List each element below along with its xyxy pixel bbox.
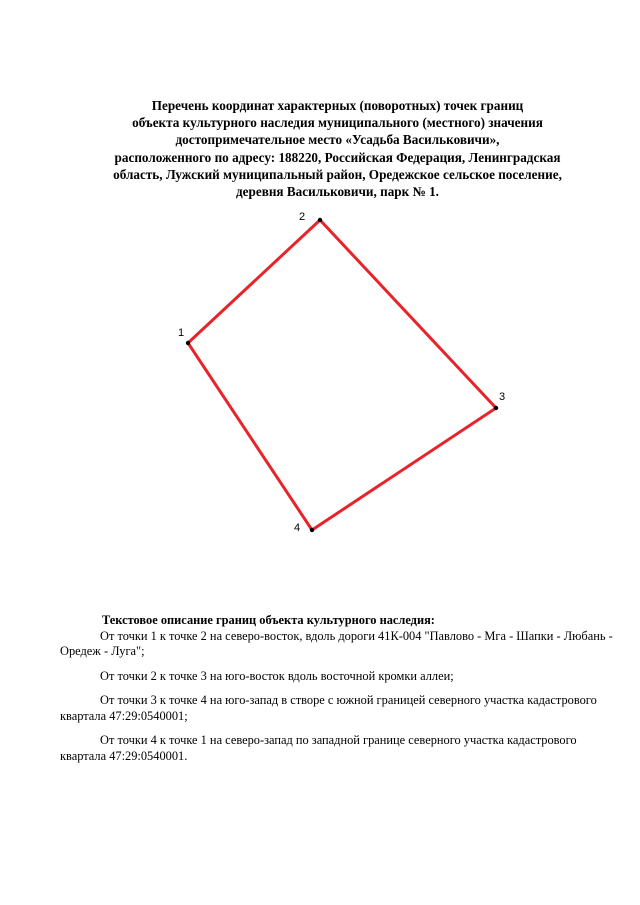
description-paragraph: От точки 3 к точке 4 на юго-запад в створе с южной границей северного участка кадастрового квартала 47:29:0540001;	[60, 693, 597, 723]
boundary-plan	[0, 200, 640, 545]
title-line: объекта культурного наследия муниципального (местного) значения	[132, 115, 543, 131]
title-line: достопримечательное место «Усадьба Васильковичи»,	[175, 132, 500, 148]
title-line: расположенного по адресу: 188220, Российская Федерация, Ленинградская	[114, 149, 561, 165]
description-paragraph: От точки 4 к точке 1 на северо-запад по западной границе северного участка кадастрового квартала 47:29:0540001.	[60, 733, 577, 763]
point-label-3: 3	[499, 391, 506, 403]
boundary-point-4	[310, 528, 314, 532]
point-label-2: 2	[299, 211, 306, 223]
boundary-point-3	[494, 406, 498, 410]
boundary-point-1	[186, 341, 190, 345]
boundary-point-2	[318, 218, 322, 222]
description-paragraph: От точки 1 к точке 2 на северо-восток, вдоль дороги 41К-004 "Павлово - Мга - Шапки - Любань - Оредеж - Луга";	[60, 628, 613, 658]
title-line: деревня Васильковичи, парк № 1.	[236, 184, 439, 200]
point-label-4: 4	[294, 522, 301, 534]
boundary-description	[60, 613, 620, 773]
description-paragraph: От точки 2 к точке 3 на юго-восток вдоль восточной кромки аллеи;	[100, 668, 454, 683]
title-line: Перечень координат характерных (поворотных) точек границ	[151, 98, 524, 113]
description-heading: Текстовое описание границ объекта культурного наследия:	[102, 613, 435, 627]
document-title	[60, 97, 615, 200]
point-label-1: 1	[178, 327, 185, 339]
boundary-polygon	[188, 220, 496, 530]
title-line: область, Лужский муниципальный район, Оредежское сельское поселение,	[113, 166, 562, 182]
